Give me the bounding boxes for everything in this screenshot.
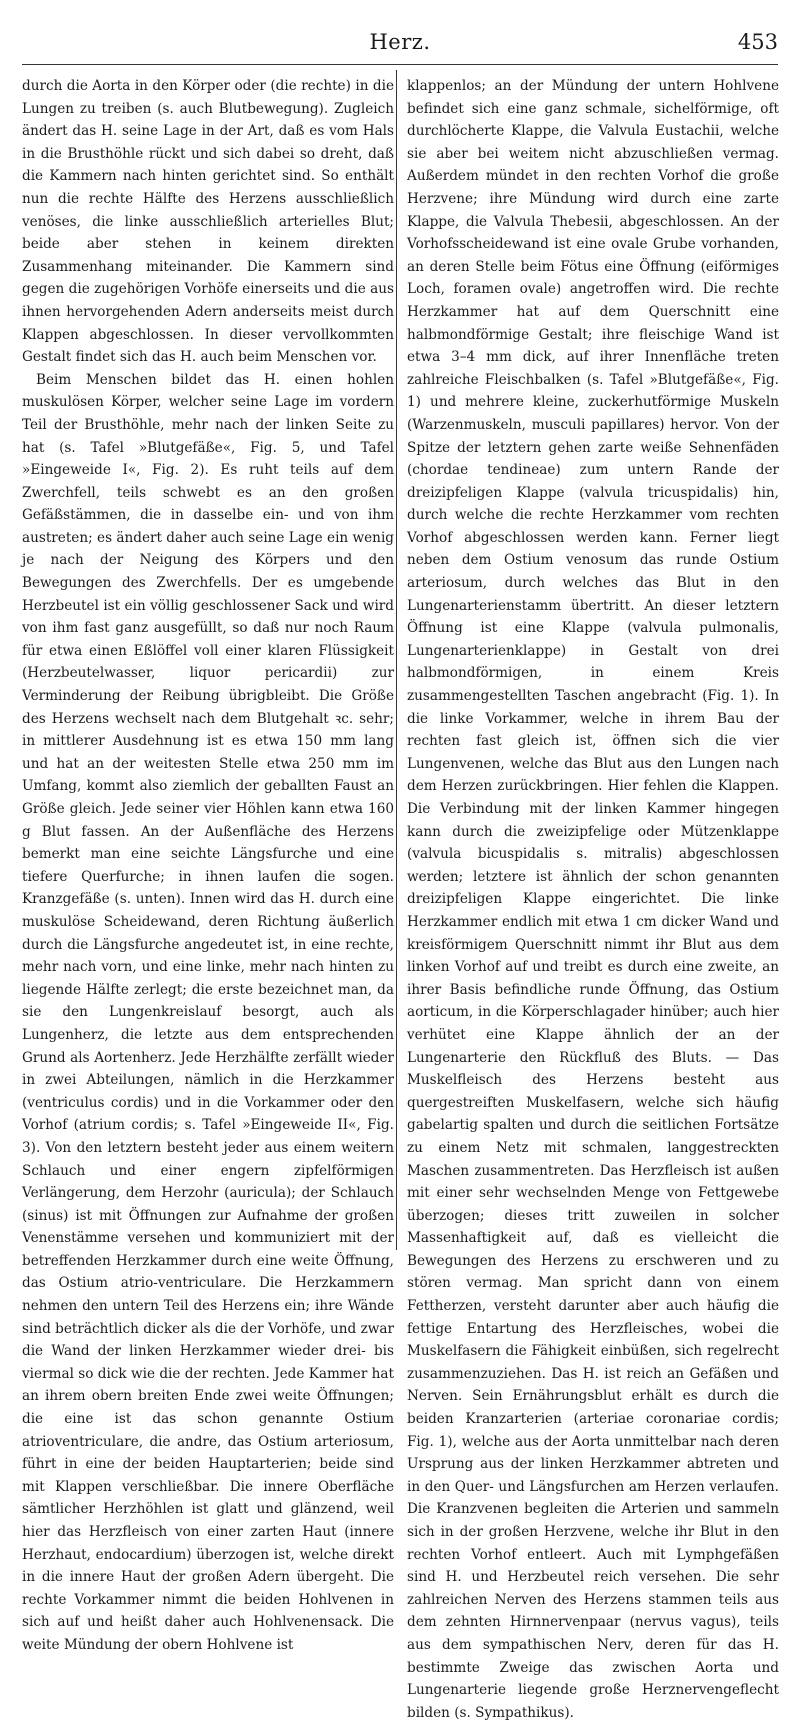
right-paragraph-1: klappenlos; an der Mündung der untern Hohlvene befindet sich eine ganz schmale, sichelförmige, oft durchlöcherte Klappe, die Valvula Eustachii, welche sie aber bei weitem nicht abzuschließen vermag. Außerdem mündet in den rechten Vorhof die große Herzvene; ihre Mündung wird durch eine zarte Klappe, die Valvula Thebesii, abgeschlossen. An der Vorhofsscheidewand ist eine ovale Grube vorhanden, an deren Stelle beim Fötus eine Öffnung (eiförmiges Loch, foramen ovale) angetroffen wird. Die rechte Herzkammer hat auf dem Querschnitt eine halbmondförmige Gestalt; ihre fleischige Wand ist etwa 3–4 mm dick, auf ihrer Innenfläche treten zahlreiche Fleischbalken (s. Tafel »Blutgefäße«, Fig. 1) und mehrere kleine, zuckerhutförmige Muskeln (Warzenmuskeln, musculi papillares) hervor. Von der Spitze der letztern gehen zarte weiße Sehnenfäden (chordae tendineae) zum untern Rande der dreizipfeligen Klappe (valvula tricuspidalis) hin, durch welche die rechte Herzkammer vom rechten Vorhof abgeschlossen werden kann. Ferner liegt neben dem Ostium venosum das runde Ostium arteriosum, durch welches das Blut in den Lungenarterienstamm übertritt. An dieser letztern Öffnung ist eine Klappe (valvula pulmonalis, Lungenarterienklappe) in Gestalt von drei halbmondförmigen, in einem Kreis zusammengestellten Taschen angebracht (Fig. 1). In die linke Vorkammer, welche in ihrem Bau der rechten fast gleich ist, öffnen sich die vier Lungenvenen, welche das Blut aus den Lungen nach dem Herzen zurückbringen. Hier fehlen die Klappen. Die Verbindung mit der linken Kammer hingegen kann durch die zweizipfelige oder Mützenklappe (valvula bicuspidalis s. mitralis) abgeschlossen werden; letztere ist ähnlich der schon genannten dreizipfeligen Klappe eingerichtet. Die linke Herzkammer endlich mit etwa 1 cm dicker Wand und kreisförmigem Querschnitt nimmt ihr Blut aus dem linken Vorhof auf und treibt es durch eine zweite, an ihrer Basis befindliche runde Öffnung, das Ostium aorticum, in die Körperschlagader hinüber; auch hier verhütet eine Klappe ähnlich der an der Lungenarterie den Rückfluß des Bluts. — Das Muskelfleisch des Herzens besteht aus quergestreiften Muskelfasern, welche sich häufig gabelartig spalten und durch die seitlichen Fortsätze zu einem Netz mit schmalen, langgestreckten Maschen zusammentreten. Das Herzfleisch ist außen mit einer sehr wechselnden Menge von Fettgewebe überzogen; dieses tritt zuweilen in solcher Massenhaftigkeit auf, daß es vielleicht die Bewegungen des Herzens zu erschweren und zu stören vermag. Man spricht dann von einem Fettherzen, versteht darunter aber auch häufig die fettige Entartung des Herzfleisches, wobei die Muskelfasern die Fähigkeit einbüßen, sich regelrecht zusammenzuziehen. Das H. ist reich an Gefäßen und Nerven. Sein Ernährungsblut erhält es durch die beiden Kranzarterien (arteriae coronariae cordis; Fig. 1), welche aus der Aorta unmittelbar nach deren Ursprung aus der linken Herzkammer abtreten und in den Quer- und Längsfurchen am Herzen verlaufen. Die Kranzvenen begleiten die Arterien und sammeln sich in der großen Herzvene, welche ihr Blut in den rechten Vorhof entleert. Auch mit Lymphgefäßen sind H. und Herzbeutel reich versehen. Die sehr zahlreichen Nerven des Herzens stammen teils aus dem zehnten Hirnnervenpaar (nervus vagus), teils aus dem sympathischen Nerv, deren für das H. bestimmte Zweige das zwischen Aorta und Lungenarterie liegende große Herznervengeflecht bilden (s. Sympathikus).: [407, 78, 779, 1721]
right-column: [407, 75, 779, 1724]
left-column: [22, 75, 394, 1657]
column-divider: [396, 70, 397, 1250]
left-paragraph-2: Beim Menschen bildet das H. einen hohlen muskulösen Körper, welcher seine Lage im vordern Teil der Brusthöhle, mehr nach der linken Seite zu hat (s. Tafel »Blutgefäße«, Fig. 5, und Tafel »Eingeweide I«, Fig. 2). Es ruht teils auf dem Zwerchfell, teils schwebt es an den großen Gefäßstämmen, die in dasselbe ein- und von ihm austreten; es ändert daher auch seine Lage ein wenig je nach der Neigung des Körpers und den Bewegungen des Zwerchfells. Der es umgebende Herzbeutel ist ein völlig geschlossener Sack und wird von ihm fast ganz ausgefüllt, so daß nur noch Raum für etwa einen Eßlöffel voll einer klaren Flüssigkeit (Herzbeutelwasser, liquor pericardii) zur Verminderung der Reibung übrigbleibt. Die Größe des Herzens wechselt nach dem Blutgehalt ꝛc. sehr; in mittlerer Ausdehnung ist es etwa 150 mm lang und hat an der weitesten Stelle etwa 250 mm im Umfang, kommt also ziemlich der geballten Faust an Größe gleich. Jede seiner vier Höhlen kann etwa 160 g Blut fassen. An der Außenfläche des Herzens bemerkt man eine seichte Längsfurche und eine tiefere Querfurche; in ihnen laufen die sogen. Kranzgefäße (s. unten). Innen wird das H. durch eine muskulöse Scheidewand, deren Richtung äußerlich durch die Längsfurche angedeutet ist, in eine rechte, mehr nach vorn, und eine linke, mehr nach hinten zu liegende Hälfte zerlegt; die erste bezeichnet man, da sie den Lungenkreislauf besorgt, auch als Lungenherz, die letzte aus dem entsprechenden Grund als Aortenherz. Jede Herzhälfte zerfällt wieder in zwei Abteilungen, nämlich in die Herzkammer (ventriculus cordis) und in die Vorkammer oder den Vorhof (atrium cordis; s. Tafel »Eingeweide II«, Fig. 3). Von den letztern besteht jeder aus einem weitern Schlauch und einer engern zipfelförmigen Verlängerung, dem Herzohr (auricula); der Schlauch (sinus) ist mit Öffnungen zur Aufnahme der großen Venenstämme versehen und kommuniziert mit der betreffenden Herzkammer durch eine weite Öffnung, das Ostium atrio-ventriculare. Die Herzkammern nehmen den untern Teil des Herzens ein; ihre Wände sind beträchtlich dicker als die der Vorhöfe, und zwar die Wand der linken Herzkammer wieder drei- bis viermal so dick wie die der rechten. Jede Kammer hat an ihrem obern breiten Ende zwei weite Öffnungen; die eine ist das schon genannte Ostium atrioventriculare, die andre, das Ostium arteriosum, führt in eine der beiden Hauptarterien; beide sind mit Klappen verschließbar. Die innere Oberfläche sämtlicher Herzhöhlen ist glatt und glänzend, weil hier das Herzfleisch von einer zarten Haut (innere Herzhaut, endocardium) überzogen ist, welche direkt in die innere Haut der großen Adern übergeht. Die rechte Vorkammer nimmt die beiden Hohlvenen in sich auf und heißt daher auch Hohlvenensack. Die weite Mündung der obern Hohlvene ist: [22, 371, 394, 1653]
running-head: [22, 30, 778, 65]
page-title: Herz.: [369, 30, 431, 54]
left-paragraph-1: durch die Aorta in den Körper oder (die rechte) in die Lungen zu treiben (s. auch Blutbewegung). Zugleich ändert das H. seine Lage in der Art, daß es vom Hals in die Brusthöhle rückt und sich dabei so dreht, daß die Kammern nach hinten gerichtet sind. So enthält nun die rechte Hälfte des Herzens ausschließlich venöses, die linke ausschließlich arterielles Blut; beide aber stehen in keinem direkten Zusammenhang miteinander. Die Kammern sind gegen die zugehörigen Vorhöfe einerseits und die aus ihnen hervorgehenden Adern anderseits meist durch Klappen abgeschlossen. In dieser vervollkommten Gestalt findet sich das H. auch beim Menschen vor.: [22, 78, 394, 366]
page-number: 453: [737, 30, 778, 54]
